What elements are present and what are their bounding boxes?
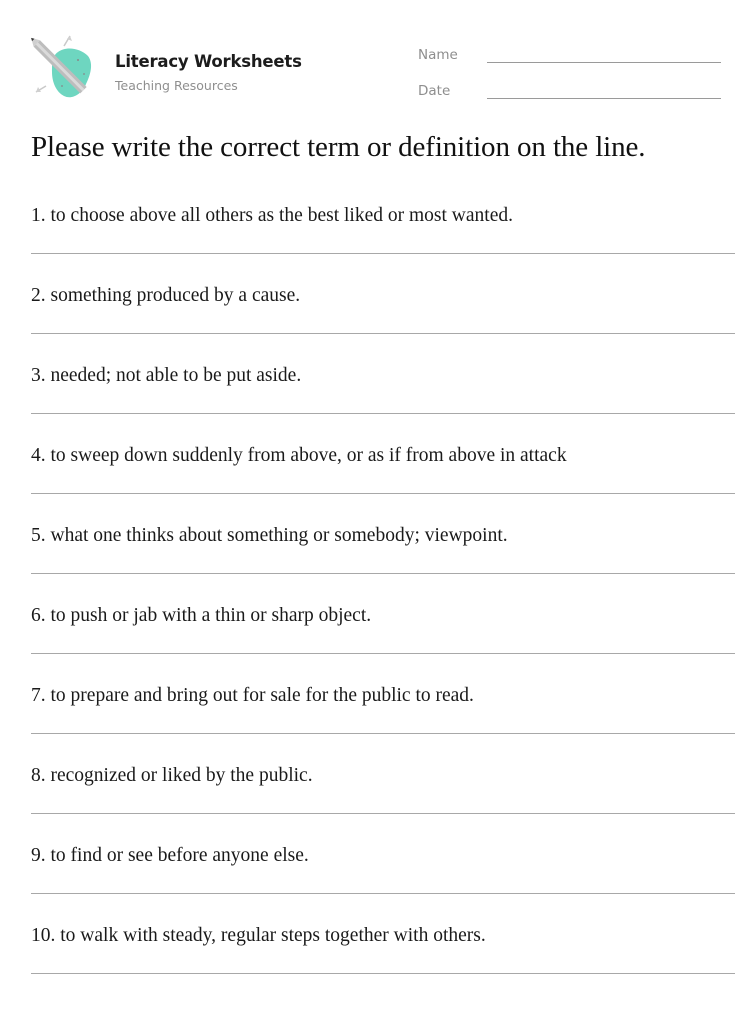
question-item — [31, 925, 735, 1005]
question-text: 9. to find or see before anyone else. — [31, 845, 309, 866]
answer-line[interactable] — [31, 253, 735, 254]
pencil-icon — [28, 34, 98, 104]
question-item — [31, 605, 735, 685]
question-item — [31, 365, 735, 445]
question-item — [31, 525, 735, 605]
question-text: 10. to walk with steady, regular steps together with others. — [31, 925, 486, 946]
question-text: 7. to prepare and bring out for sale for the public to read. — [31, 685, 474, 706]
instruction-heading: Please write the correct term or definition on the line. — [31, 131, 646, 163]
answer-line[interactable] — [31, 573, 735, 574]
question-text: 8. recognized or liked by the public. — [31, 765, 313, 786]
question-item — [31, 845, 735, 925]
name-label: Name — [418, 47, 458, 63]
name-field[interactable] — [487, 62, 721, 63]
question-text: 3. needed; not able to be put aside. — [31, 365, 302, 386]
question-text: 1. to choose above all others as the best liked or most wanted. — [31, 205, 513, 226]
question-item — [31, 685, 735, 765]
question-item — [31, 205, 735, 285]
answer-line[interactable] — [31, 493, 735, 494]
answer-line[interactable] — [31, 333, 735, 334]
brand-title: Literacy Worksheets — [115, 52, 302, 71]
question-text: 4. to sweep down suddenly from above, or as if from above in attack — [31, 445, 567, 466]
answer-line[interactable] — [31, 413, 735, 414]
answer-line[interactable] — [31, 893, 735, 894]
question-text: 2. something produced by a cause. — [31, 285, 301, 306]
question-text: 6. to push or jab with a thin or sharp object. — [31, 605, 372, 626]
question-text: 5. what one thinks about something or somebody; viewpoint. — [31, 525, 508, 546]
answer-line[interactable] — [31, 973, 735, 974]
question-item — [31, 445, 735, 525]
date-label: Date — [418, 83, 451, 99]
answer-line[interactable] — [31, 733, 735, 734]
answer-line[interactable] — [31, 813, 735, 814]
date-field[interactable] — [487, 98, 721, 99]
answer-line[interactable] — [31, 653, 735, 654]
brand-subtitle: Teaching Resources — [115, 78, 238, 93]
question-item — [31, 765, 735, 845]
question-item — [31, 285, 735, 365]
logo — [28, 34, 98, 104]
